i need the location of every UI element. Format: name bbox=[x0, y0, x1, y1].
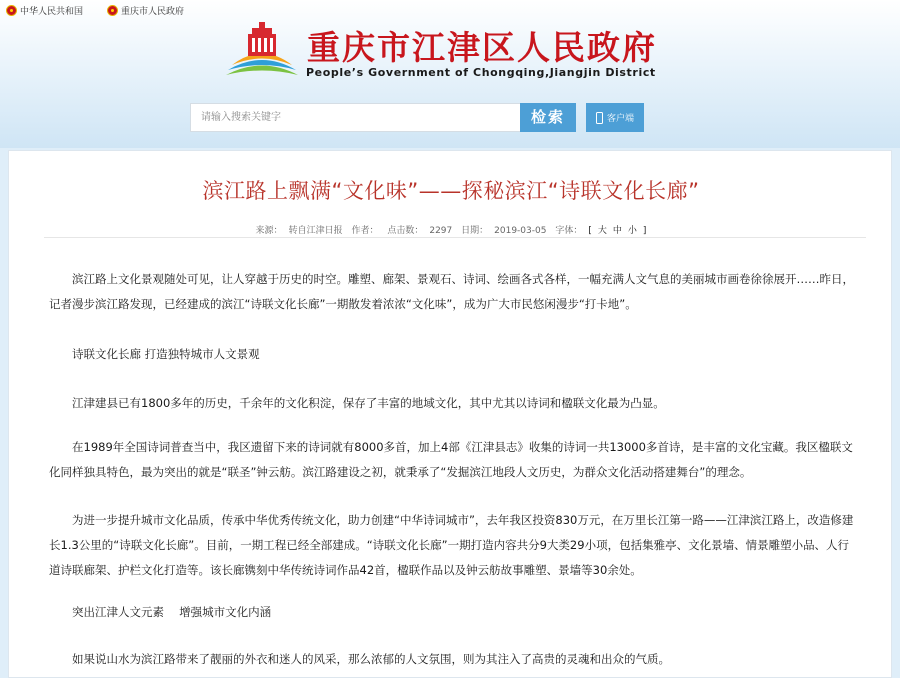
article-subheading: 突出江津人文元素 增强城市文化内涵 bbox=[72, 605, 272, 619]
source-label: 来源： bbox=[255, 226, 283, 236]
article-subheading: 诗联文化长廊 打造独特城市人文景观 bbox=[72, 347, 260, 361]
national-emblem-icon bbox=[6, 5, 17, 16]
article-title: 滨江路上飘满“文化味”——探秘滨江“诗联文化长廊” bbox=[202, 179, 700, 203]
font-label: 字体： bbox=[555, 226, 583, 236]
link-chongqing[interactable] bbox=[107, 3, 184, 17]
article-paragraph: 江津建县已有1800多年的历史，千余年的文化积淀，保存了丰富的地域文化，其中尤其以诗词和楹联文化最为凸显。 bbox=[72, 396, 665, 410]
source-value: 转自江津日报 bbox=[288, 226, 343, 236]
date-value: 2019-03-05 bbox=[494, 226, 547, 236]
article-paragraph: 在1989年全国诗词普查当中，我区遗留下来的诗词就有8000多首，加上4部《江津县志》收集的诗词一共13000多首诗，是丰富的文化宝藏。我区楹联文化同样独具特色，最为突出的就是“联圣”钟云舫。滨江路建设之初，就秉承了“发掘滨江地段人文历史，为群众文化活动搭建舞台”的理念。 bbox=[49, 440, 853, 479]
article-paragraph: 为进一步提升城市文化品质，传承中华优秀传统文化，助力创建“中华诗词城市”，去年我区投资830万元，在万里长江第一路——江津滨江路上，改造修建长1.3公里的“诗联文化长廊”。目前，一期工程已经全部建成。“诗联文化长廊”一期打造内容共分9大类29小项，包括集雅亭、文化景墙、情景雕塑小品、人行道诗联廊架、护栏文化打造等。该长廊镌刻中华传统诗词作品42首，楹联作品以及钟云舫故事雕塑、景墙等30余处。 bbox=[49, 513, 854, 577]
client-app-button[interactable] bbox=[586, 103, 644, 132]
link-prc[interactable] bbox=[6, 3, 83, 17]
link-prc-label[interactable]: 中华人民共和国 bbox=[20, 6, 84, 17]
author-label: 作者： bbox=[351, 226, 379, 236]
font-size-medium[interactable]: 中 bbox=[612, 226, 622, 236]
article-paragraph: 滨江路上文化景观随处可见，让人穿越于历史的时空。雕塑、廊架、景观石、诗词、绘画各式各样，一幅充满人文气息的美丽城市画卷徐徐展开……昨日，记者漫步滨江路发现，已经建成的滨江“诗联文化长廊”一期散发着浓浓“文化味”，成为广大市民悠闲漫步“打卡地”。 bbox=[49, 272, 854, 311]
font-size-small[interactable]: 小 bbox=[627, 226, 637, 236]
meta-divider bbox=[44, 237, 866, 238]
search-button[interactable]: 检索 bbox=[520, 103, 576, 132]
font-bracket-open: [ bbox=[588, 226, 592, 236]
national-emblem-icon bbox=[107, 5, 118, 16]
font-bracket-close: ] bbox=[642, 226, 647, 236]
mobile-phone-icon bbox=[596, 112, 603, 124]
site-subtitle-en: People’s Government of Chongqing,Jiangjin District bbox=[306, 66, 656, 79]
site-title: 重庆市江津区人民政府 bbox=[307, 28, 657, 67]
font-size-large[interactable]: 大 bbox=[597, 226, 607, 236]
government-logo-icon bbox=[222, 20, 302, 84]
clicks-value: 2297 bbox=[429, 226, 453, 236]
link-chongqing-label[interactable]: 重庆市人民政府 bbox=[121, 6, 185, 17]
topbar bbox=[6, 3, 184, 17]
article-container bbox=[8, 150, 892, 678]
search-input[interactable]: 请输入搜索关键字 bbox=[190, 103, 520, 132]
article-meta bbox=[9, 223, 893, 236]
article-paragraph: 如果说山水为滨江路带来了靓丽的外衣和迷人的风采，那么浓郁的人文氛围，则为其注入了高贵的灵魂和出众的气质。 bbox=[72, 652, 670, 666]
client-app-label: 客户端 bbox=[606, 114, 634, 124]
site-header bbox=[0, 0, 900, 148]
clicks-label: 点击数： bbox=[387, 226, 424, 236]
date-label: 日期： bbox=[461, 226, 489, 236]
